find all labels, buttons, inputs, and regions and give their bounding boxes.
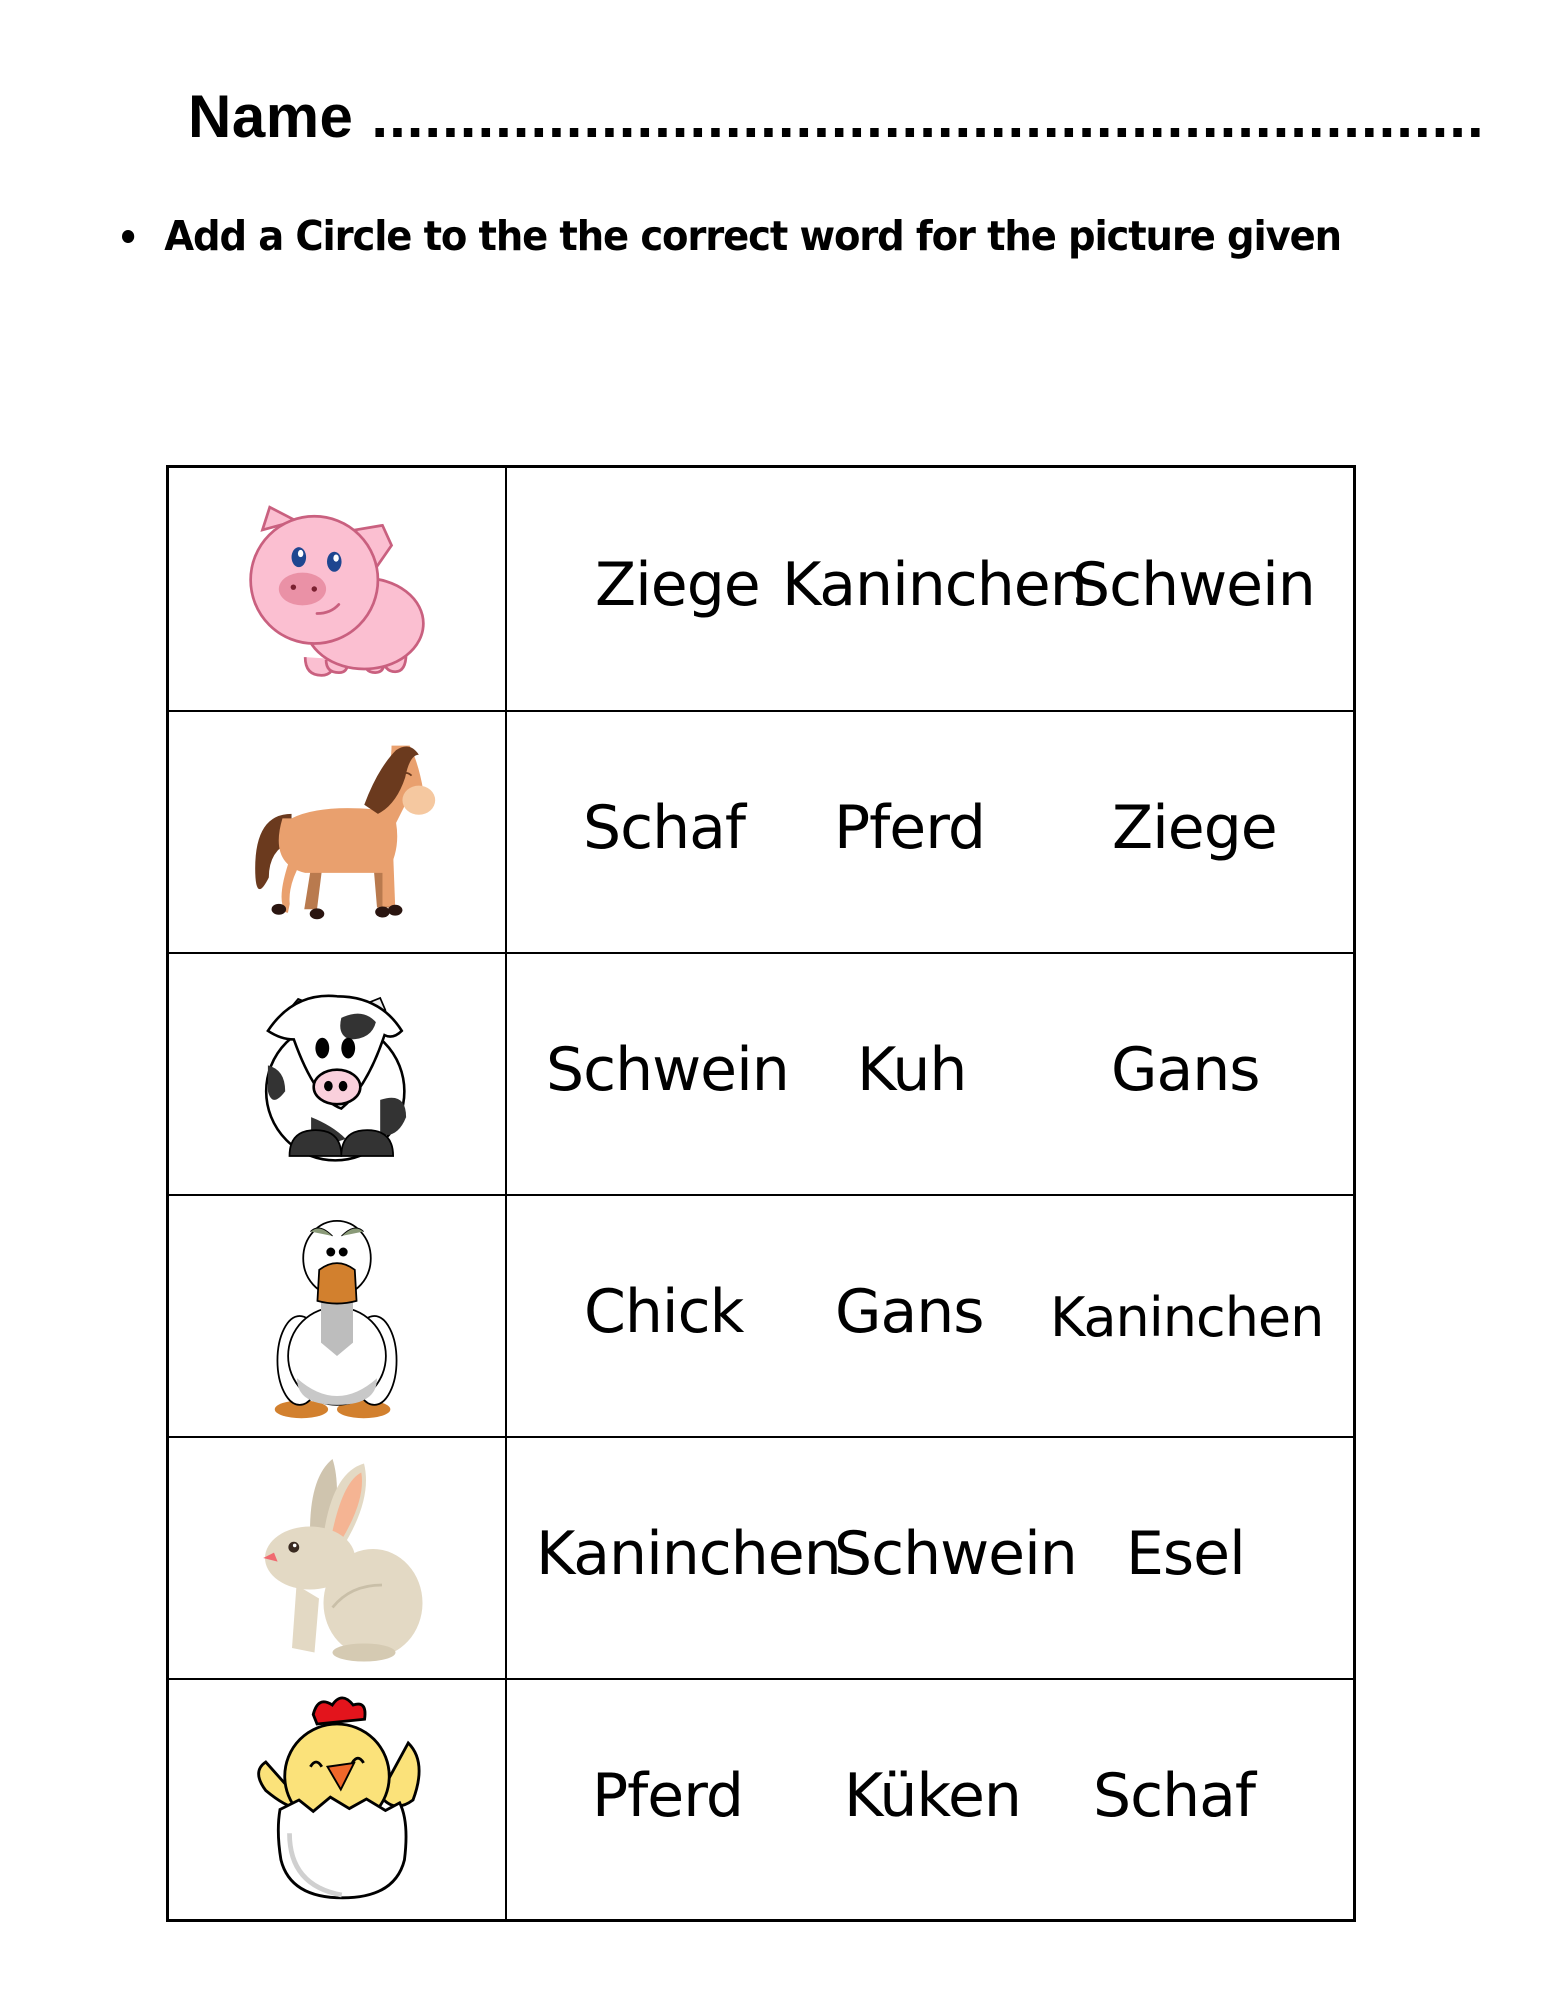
words-cell (507, 954, 1353, 1194)
instruction (122, 212, 1341, 260)
table-row (169, 952, 1353, 1194)
word-option[interactable]: Ziege (595, 549, 760, 620)
word-option[interactable]: Esel (1126, 1518, 1245, 1589)
word-option[interactable]: Kaninchen (1050, 1285, 1324, 1349)
name-blank[interactable]: ............................................................... (371, 83, 1485, 150)
table-row (169, 710, 1353, 952)
word-option[interactable]: Kuh (857, 1034, 967, 1105)
goose-icon (257, 1201, 417, 1431)
picture-cell (169, 954, 507, 1194)
word-option[interactable]: Küken (844, 1760, 1021, 1831)
word-option[interactable]: Schwein (834, 1518, 1077, 1589)
words-cell (507, 468, 1353, 710)
instruction-text: Add a Circle to the the correct word for the picture given (164, 212, 1341, 260)
word-option[interactable]: Ziege (1112, 792, 1277, 863)
name-label: Name (188, 83, 354, 150)
words-cell (507, 712, 1353, 952)
words-cell (507, 1680, 1353, 1920)
word-option[interactable]: Kaninchen (536, 1518, 841, 1589)
word-option[interactable]: Gans (835, 1276, 984, 1347)
word-option[interactable]: Schwein (546, 1034, 789, 1105)
picture-cell (169, 1438, 507, 1678)
bullet-icon (122, 230, 134, 243)
word-option[interactable]: Schwein (1072, 549, 1315, 620)
cow-icon (242, 974, 432, 1174)
table-row (169, 468, 1353, 710)
picture-cell (169, 712, 507, 952)
word-option[interactable]: Kaninchen (782, 549, 1087, 620)
words-cell (507, 1438, 1353, 1678)
horse-icon (237, 732, 437, 932)
word-option[interactable]: Schaf (1093, 1760, 1255, 1831)
word-option[interactable]: Schaf (583, 792, 745, 863)
table-row (169, 1436, 1353, 1678)
picture-cell (169, 1196, 507, 1436)
word-option[interactable]: Gans (1111, 1034, 1260, 1105)
picture-cell (169, 468, 507, 710)
pig-icon (237, 489, 437, 689)
rabbit-icon (247, 1448, 427, 1668)
table-row (169, 1194, 1353, 1436)
name-field-line[interactable] (188, 82, 1485, 151)
picture-cell (169, 1680, 507, 1920)
word-option[interactable]: Pferd (592, 1760, 743, 1831)
word-option[interactable]: Pferd (834, 792, 985, 863)
word-choice-table (166, 465, 1356, 1922)
table-row (169, 1678, 1353, 1920)
words-cell (507, 1196, 1353, 1436)
word-option[interactable]: Chick (584, 1276, 744, 1347)
chick-icon (242, 1690, 432, 1910)
